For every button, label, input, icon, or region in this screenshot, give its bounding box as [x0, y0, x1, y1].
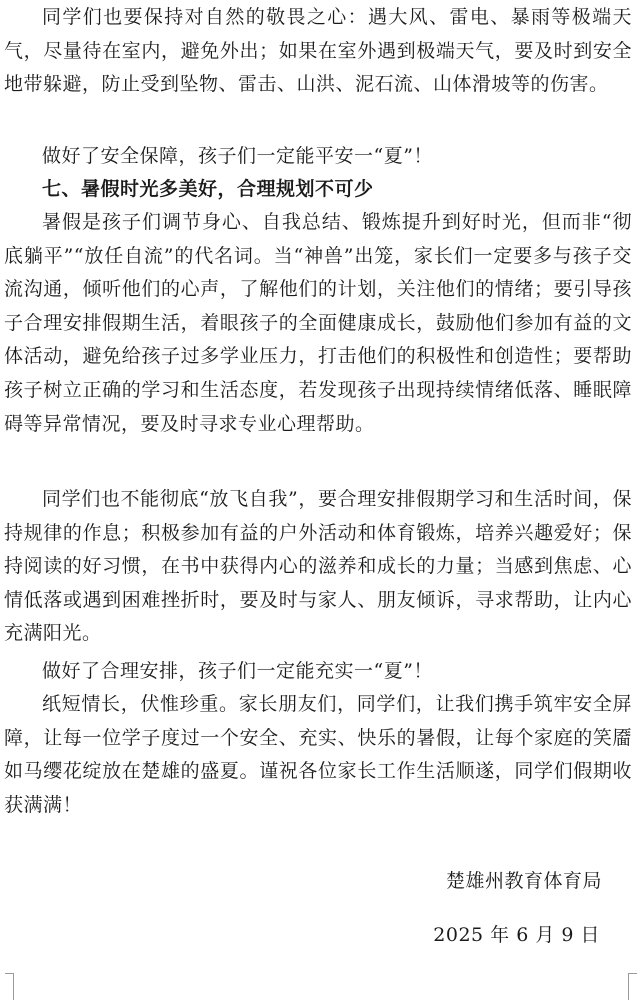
- paragraph-parents-guidance: 暑假是孩子们调节身心、自我总结、锻炼提升到好时光，但而非“彻底躺平”“放任自流”的代名词。当“神兽”出笼，家长们一定要多与孩子交流沟通，倾听他们的心声，了解他们的计划，关注他们的情绪；要引导孩子合理安排假期生活，着眼孩子的全面健康成长，鼓励他们参加有益的文体活动，避免给孩子过多学业压力，打击他们的积极性和创造性；要帮助孩子树立正确的学习和生活态度，若发现孩子出现持续情绪低落、睡眠障碍等异常情况，要及时寻求专业心理帮助。: [4, 211, 632, 435]
- issuer-signature: 楚雄州教育体育局: [445, 870, 602, 892]
- paragraph-safe-summer: 做好了安全保障，孩子们一定能平安一“夏”！: [42, 145, 433, 167]
- issue-date: 2025 年 6 月 9 日: [433, 924, 600, 946]
- crop-mark-bottom-right: [628, 973, 637, 1000]
- crop-mark-bottom-left: [5, 973, 14, 1000]
- paragraph-nature-safety: 同学们也要保持对自然的敬畏之心：遇大风、雷电、暴雨等极端天气，尽量待在室内，避免外出；如果在室外遇到极端天气，要及时到安全地带躲避，防止受到坠物、雷击、山洪、泥石流、山体滑坡等的伤害。: [4, 6, 632, 96]
- paragraph-fulfilling-summer: 做好了合理安排，孩子们一定能充实一“夏”！: [42, 660, 433, 682]
- section-heading-seven: 七、暑假时光多美好，合理规划不可少: [42, 178, 374, 200]
- paragraph-students-planning: 同学们也不能彻底“放飞自我”，要合理安排假期学习和生活时间，保持规律的作息；积极参加有益的户外活动和体育锻炼，培养兴趣爱好；保持阅读的好习惯，在书中获得内心的滋养和成长的力量；当感到焦虑、心情低落或遇到困难挫折时，要及时与家人、朋友倾诉，寻求帮助，让内心充满阳光。: [4, 488, 632, 645]
- paragraph-closing-wishes: 纸短情长，伏惟珍重。家长朋友们，同学们，让我们携手筑牢安全屏障，让每一位学子度过一个安全、充实、快乐的暑假，让每个家庭的笑靥如马缨花绽放在楚雄的盛夏。谨祝各位家长工作生活顺遂，同学们假期收获满满！: [4, 693, 632, 816]
